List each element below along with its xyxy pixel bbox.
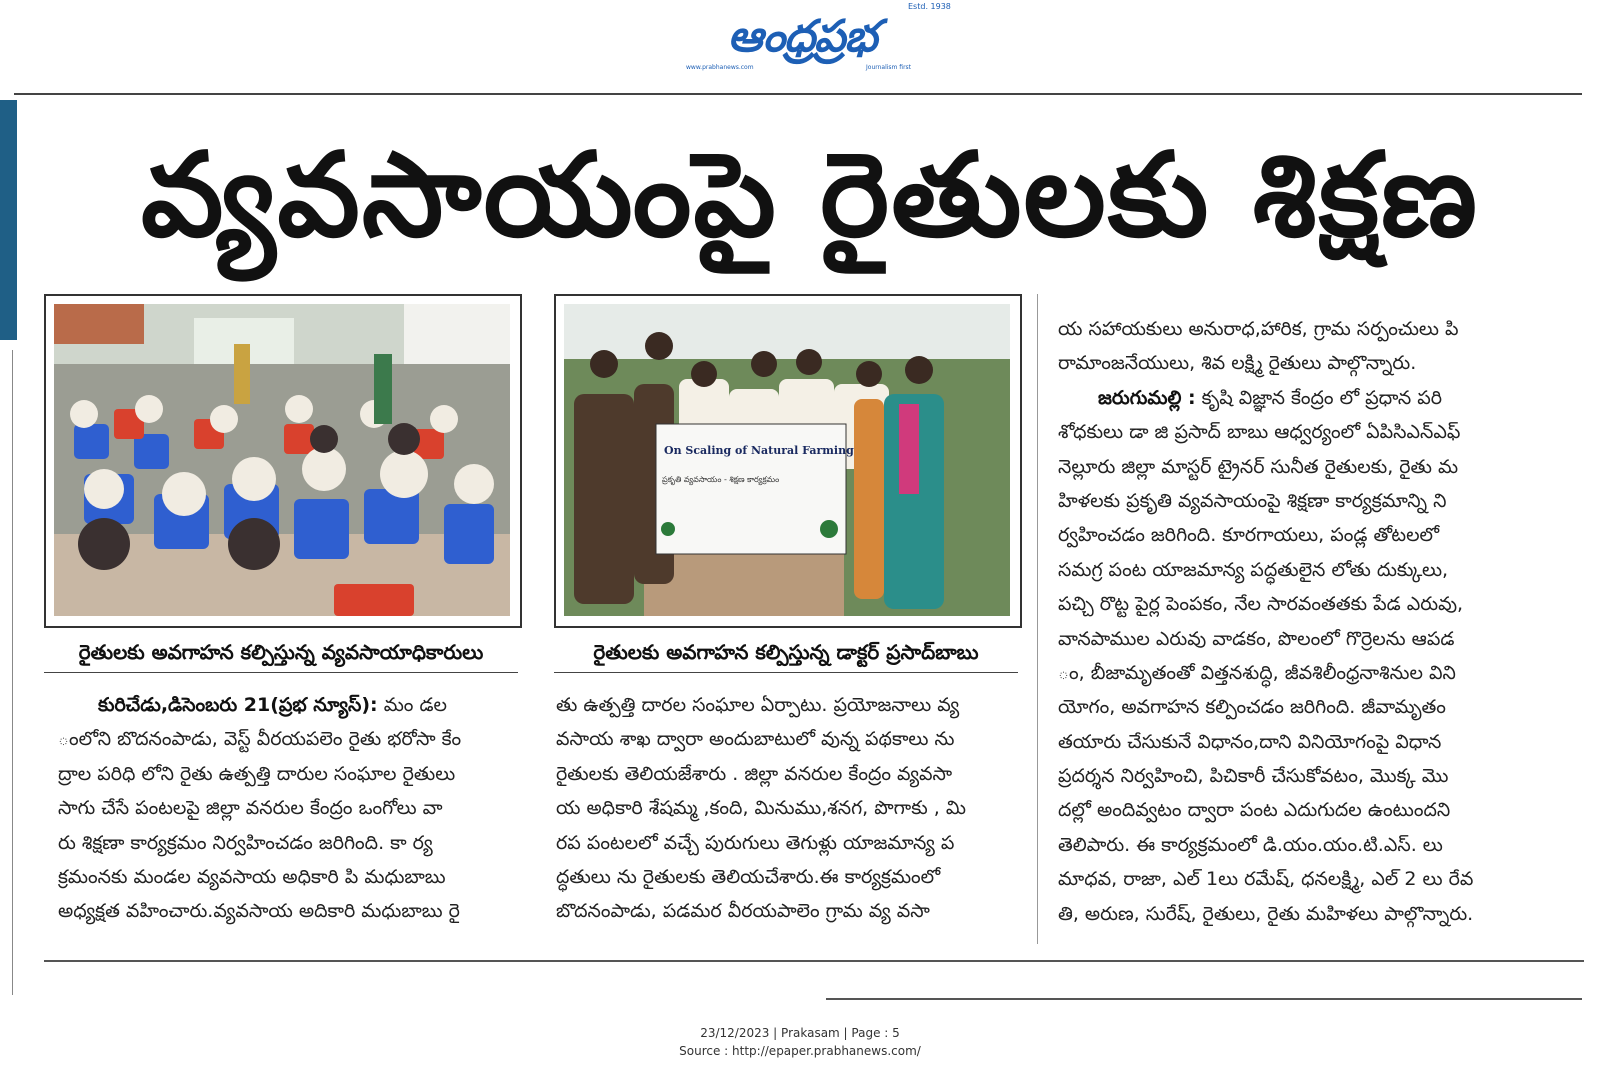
article-line: శోధకులు డా జి ప్రసాద్ బాబు ఆధ్వర్యంలో ఏపిసిఎన్ఎఫ్: [1058, 421, 1461, 444]
article-line: [58, 688, 520, 722]
photo-field-group: [564, 304, 1010, 616]
article-line: య సహాయకులు అనురాధ,హారిక, గ్రామ సర్పంచులు పి: [1058, 318, 1459, 340]
article-line: పచ్చి రొట్ట పైర్ల పెంపకం, నేల సారవంతతకు పేడ ఎరువు,: [1058, 593, 1464, 616]
masthead-website: www.prabhanews.com: [686, 64, 754, 71]
article-line: ద్రాల పరిధి లోని రైతు ఉత్పత్తి దారుల సంఘాల రైతులు: [58, 762, 456, 785]
article-line: తయారు చేసుకునే విధానం,దాని వినియోగంపై విధాన: [1058, 730, 1442, 753]
footer-source-link[interactable]: Source : http://epaper.prabhanews.com/: [679, 1044, 921, 1058]
article-line: దల్లో అందివ్వటం ద్వారా పంట ఎదుగుదల ఉంటుందని: [1058, 799, 1451, 822]
article-line: రామాంజనేయులు, శివ లక్ష్మి రైతులు పాల్గొన్నారు.: [1058, 352, 1417, 375]
article-text: కృషి విజ్ఞాన కేంద్రం లో ప్రధాన పరి: [1201, 386, 1443, 409]
article-bottom-rule-right: [826, 998, 1582, 1000]
photo-caption-meeting: రైతులకు అవగాహన కల్పిస్తున్న వ్యవసాయాధికారులు: [78, 640, 484, 664]
article-column-1: [58, 688, 520, 929]
article-line: మాధవ, రాజా, ఎల్ 1లు రమేష్, ధనలక్ష్మి, ఎల్ 2 లు రేవ: [1058, 868, 1474, 891]
page-footer: [0, 1024, 1600, 1060]
article-column-3: [1058, 312, 1524, 931]
masthead-divider: [14, 93, 1582, 95]
page-headline: వ్యవసాయంపై రైతులకు శిక్షణ: [141, 128, 1479, 263]
article-line: హిళలకు ప్రకృతి వ్యవసాయంపై శిక్షణా కార్యక్రమాన్ని ని: [1058, 489, 1447, 512]
caption-divider-2: [554, 672, 1018, 673]
article-column-2: [556, 688, 1020, 929]
article-line: య అధికారి శేషమ్మ ,కంది, మినుము,శనగ, పొగాకు , మి: [556, 797, 966, 820]
article-bottom-rule: [44, 960, 1584, 962]
article-line: నెల్లూరు జిల్లా మాస్టర్ ట్రైనర్ సునీత రైతులకు, రైతు మ: [1058, 455, 1459, 478]
photo-farmers-meeting: [54, 304, 510, 616]
column-separator: [1037, 294, 1038, 944]
article-line: ప్రదర్శన నిర్వహించి, పిచికారీ చేసుకోవటం, మొక్క మొ: [1058, 765, 1449, 788]
banner-subtitle: ప్రకృతి వ్యవసాయం - శిక్షణ కార్యక్రమం: [662, 475, 780, 484]
article-line: రు శిక్షణా కార్యక్రమం నిర్వహించడం జరిగింది. కా ర్య: [58, 831, 433, 854]
article-line: ంలోని బొదనంపాడు, వెస్ట్ వీరయపలెం రైతు భరోసా కేం: [58, 728, 462, 751]
article-line: సాగు చేసే పంటలపై జిల్లా వనరుల కేంద్రం ఒంగోలు వా: [58, 797, 443, 820]
newspaper-logo: ఆంధ్రప్రభ: [727, 11, 877, 62]
established-label: Estd. 1938: [908, 2, 951, 11]
article-line: సమగ్ర పంట యాజమాన్య పద్ధతులైన లోతు దుక్కులు,: [1058, 558, 1449, 581]
article-line: రైతులకు తెలియజేశారు . జిల్లా వనరుల కేంద్రం వ్యవసా: [556, 762, 953, 785]
article-line: క్రమంనకు మండల వ్యవసాయ అధికారి పి మధుబాబు: [58, 865, 446, 888]
article-dateline-2: జరుగుమల్లి :: [1098, 386, 1196, 409]
article-text: మం డల: [383, 694, 447, 716]
caption-divider-1: [44, 672, 518, 673]
article-line: [1058, 381, 1524, 415]
article-line: తి, అరుణ, సురేష్, రైతులు, రైతు మహిళలు పాల్గొన్నారు.: [1058, 902, 1474, 925]
masthead-tagline: Journalism first: [866, 64, 912, 71]
banner-title: On Scaling of Natural Farming: [664, 444, 854, 457]
photo-frame-meeting: [44, 294, 522, 628]
photo-caption-field: రైతులకు అవగాహన కల్పిస్తున్న డాక్టర్ ప్రసాద్‌బాబు: [593, 640, 979, 664]
article-line: అధ్యక్షత వహించారు.వ్యవసాయ అదికారి మధుబాబు రై: [58, 900, 460, 923]
left-column-rule: [12, 350, 13, 995]
article-line: రప పంటలలో వచ్చే పురుగులు తెగుళ్లు యాజమాన్య ప: [556, 831, 955, 854]
article-line: తెలిపారు. ఈ కార్యక్రమంలో డి.యం.యం.టి.ఎస్. లు: [1058, 833, 1443, 856]
article-line: వసాయ శాఖ ద్వారా అందుబాటులో వున్న పథకాలు ను: [556, 728, 955, 751]
article-line: వానపాముల ఎరువు వాడకం, పొలంలో గొర్రెలను ఆపడ: [1058, 627, 1455, 650]
side-accent-bar: [0, 100, 17, 340]
footer-edition-info: 23/12/2023 | Prakasam | Page : 5: [700, 1026, 900, 1040]
article-line: బొదనంపాడు, పడమర వీరయపాలెం గ్రామ వ్య వసా: [556, 900, 930, 923]
photo-frame-field: [554, 294, 1022, 628]
article-dateline: కురిచేడు,డిసెంబరు 21(ప్రభ న్యూస్):: [98, 694, 378, 716]
article-line: తు ఉత్పత్తి దారల సంఘాల ఏర్పాటు. ప్రయోజనాలు వ్య: [556, 694, 960, 716]
article-line: ర్వహించడం జరిగింది. కూరగాయలు, పండ్ల తోటలలో: [1058, 524, 1440, 547]
article-line: ం, బీజామృతంతో విత్తనశుద్ధి, జీవశిలీంధ్రనాశినుల విని: [1058, 661, 1456, 684]
article-line: ద్ధతులు ను రైతులకు తెలియచేశారు.ఈ కార్యక్రమంలో: [556, 865, 941, 888]
article-line: యోగం, అవగాహన కల్పించడం జరిగింది. జీవామృతం: [1058, 696, 1446, 719]
masthead: [0, 0, 1600, 92]
